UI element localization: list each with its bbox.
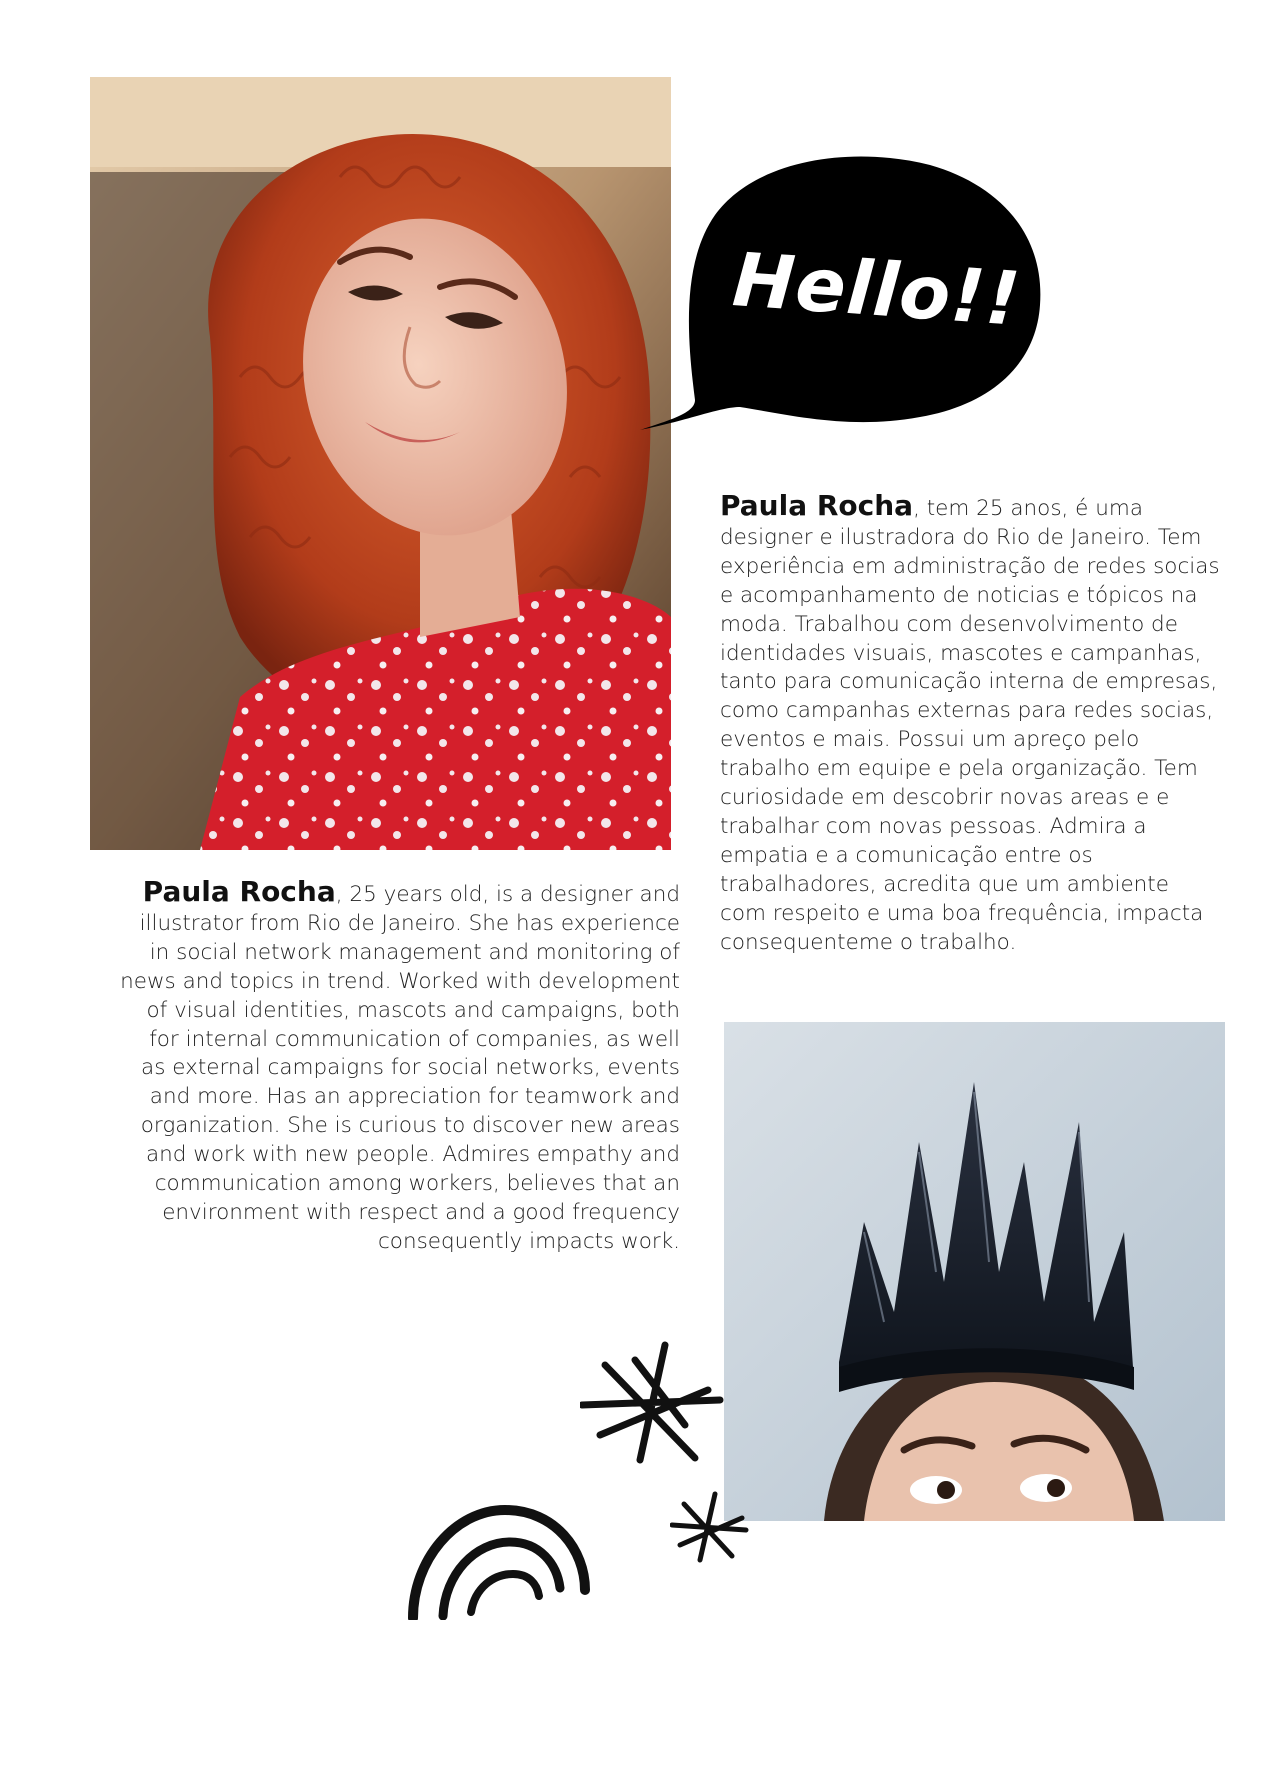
bio-english-text: , 25 years old, is a designer and illustrator from Rio de Janeiro. She has experience in social network management and monitoring of news and topics in trend. Worked with development of visual identities, mascots and campaigns, both for internal communication of companies, as well as external campaigns for social networks, events and more. Has an appreciation for teamwork and organization. She is curious to discover new areas and work with new people. Admires empathy and communication among workers, believes that an environment with respect and a good frequency consequently impacts work. bbox=[120, 882, 680, 1254]
hello-speech-bubble bbox=[640, 145, 1050, 435]
bio-portuguese-name: Paula Rocha bbox=[720, 489, 914, 522]
crown-photo bbox=[724, 1022, 1225, 1521]
rainbow-doodle bbox=[405, 1500, 590, 1620]
bio-english bbox=[120, 875, 680, 1257]
hello-text: Hello!! bbox=[730, 237, 1024, 343]
portrait-photo bbox=[90, 77, 671, 850]
bio-portuguese-text: , tem 25 anos, é uma designer e ilustradora do Rio de Janeiro. Tem experiência em administração de redes socias e acompanhamento de noticias e tópicos na moda. Trabalhou com desenvolvimento de identidades visuais, mascotes e campanhas, tanto para comunicação interna de empresas, como campanhas externas para redes socias, eventos e mais. Possui um apreço pelo trabalho em equipe e pela organização. Tem curiosidade em descobrir novas areas e e trabalhar com novas pessoas. Admira a empatia e a comunicação entre os trabalhadores, acredita que um ambiente com respeito e uma boa frequência, impacta consequenteme o trabalho. bbox=[720, 496, 1220, 955]
bio-portuguese bbox=[720, 489, 1220, 958]
star-doodle-large bbox=[580, 1340, 725, 1470]
star-doodle-small bbox=[670, 1490, 750, 1565]
bio-english-name: Paula Rocha bbox=[142, 875, 336, 908]
